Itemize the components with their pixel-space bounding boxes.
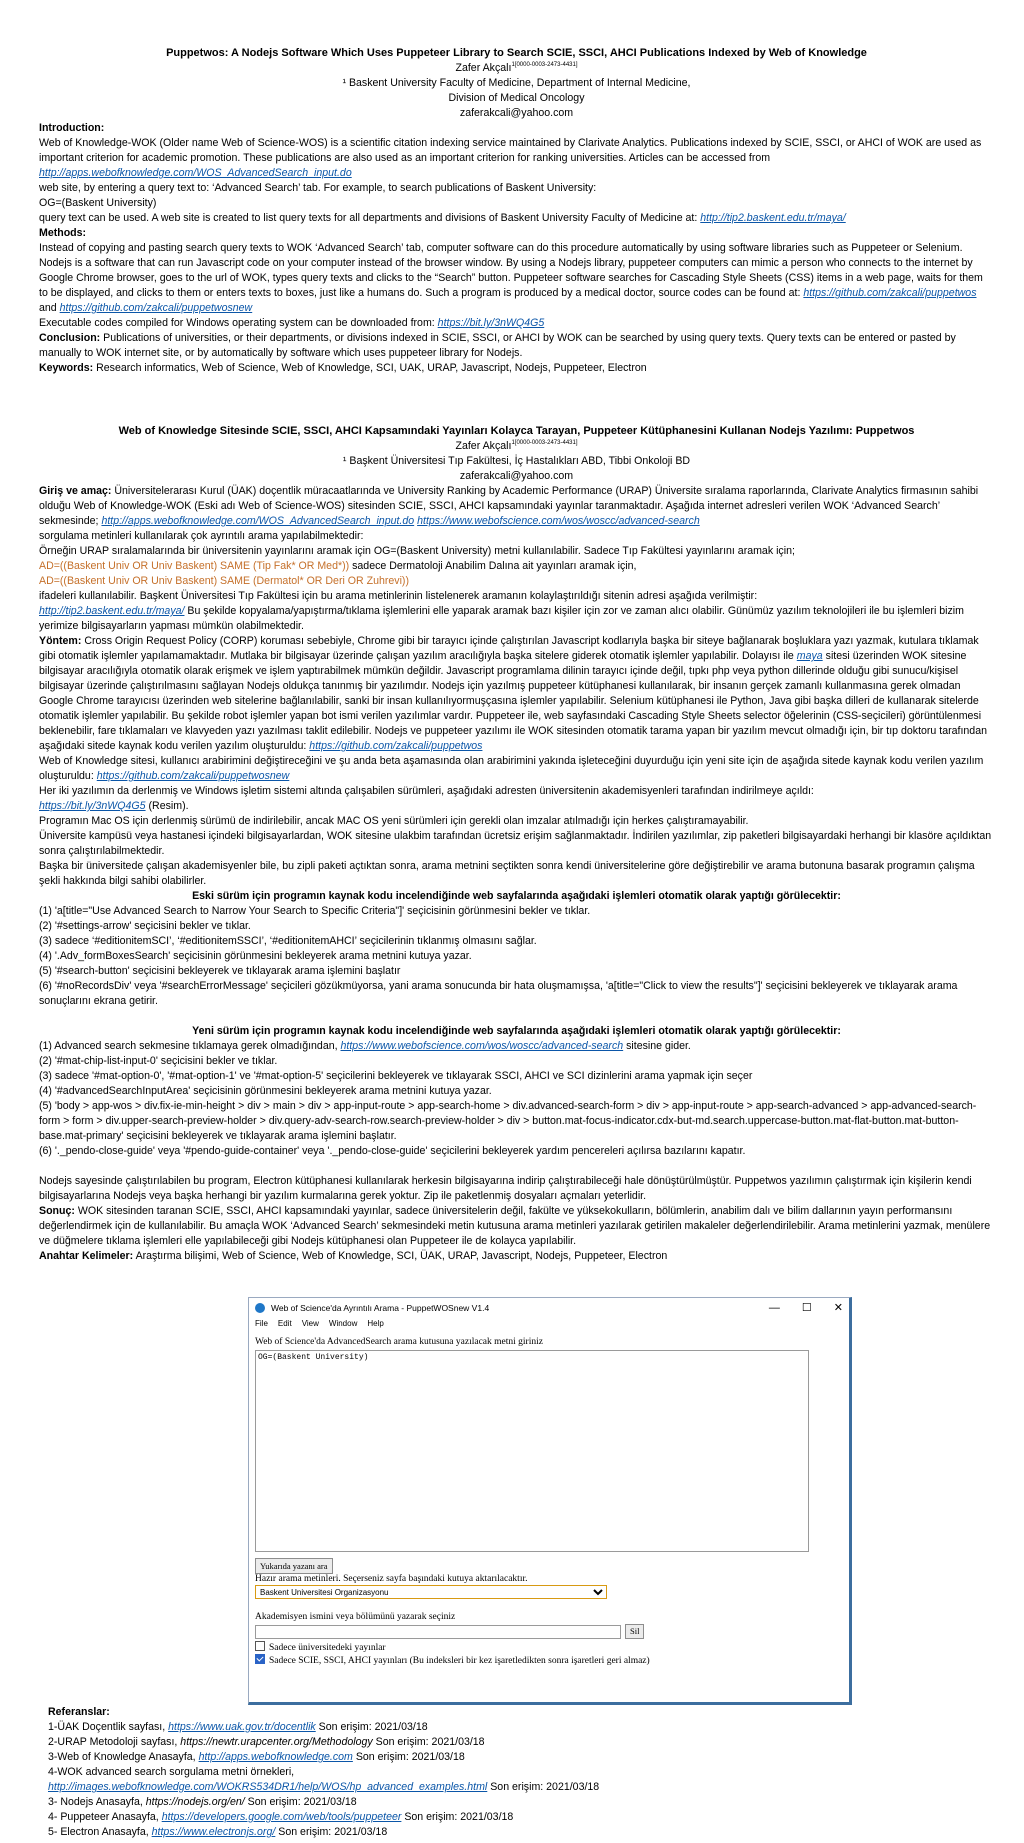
english-intro: Introduction: Web of Knowledge-WOK (Older name Web of Science-WOS) is a scientific citation indexing service maintained by Clarivate Analytics. Publications indexed by SCIE, SSCI, or AHCI of WOK are used as important criterion for academic promotion. These publications are also used as an important criterion for ranking universities. Articles can be accessed from http://apps.webofknowledge.com/WOS_AdvancedSearch_input.do web site, by entering a query text to: ‘Advanced Search’ tab. For example, to search publications of Baskent University: OG=(Baskent University) query text can be used. A web site is created to list query texts for all departments and divisions of Baskent University Faculty of Medicine at: http://tip2.baskent.edu.tr/maya/ [39,122,982,224]
english-email: zaferakcali@yahoo.com [459,107,574,119]
window-controls [769,1302,843,1314]
english-title: Puppetwos: A Nodejs Software Which Uses Puppeteer Library to Search SCIE, SSCI, AHCI Publications Indexed by Web of Knowledge [166,47,867,59]
query-label: Web of Science'da AdvancedSearch arama kutusuna yazılacak metni giriniz [255,1337,543,1347]
turkish-affiliation: ¹ Başkent Üniversitesi Tıp Fakültesi, İç Hastalıkları ABD, Tibbi Onkoloji BD [342,455,691,467]
ready-queries-label: Hazır arama metinleri. Seçerseniz sayfa başındaki kutuya aktarılacaktır. [255,1574,528,1584]
reference-item: 3-Web of Knowledge Anasayfa, http://apps.webofknowledge.com Son erişim: 2021/03/18 [48,1751,465,1763]
only-sci-checkbox[interactable]: Sadece SCIE, SSCI, AHCI yayınları (Bu indeksleri bir kez işaretledikten sonra işaretleri geri almaz) [255,1654,650,1667]
english-abstract [39,46,994,376]
reference-item: 5- Electron Anasayfa, https://www.electronjs.org/ Son erişim: 2021/03/18 [48,1826,388,1838]
list-item: (2) '#mat-chip-list-input-0' seçicisini bekler ve tıklar. [39,1055,278,1067]
english-methods: Methods: Instead of copying and pasting search query texts to WOK ‘Advanced Search’ tab, computer software can do this procedure automatically by using software libraries such as Puppeteer or Selenium. Nodejs is a software that can run Javascript code on your computer instead of the browser window. By using a Nodejs library, puppeteer computers can mimic a person who connects to the internet by Google Chrome browser, goes to the url of WOK, types query texts and clicks to the “Search” button. Puppeteer software searches for Cascading Style Sheets (CSS) items in a web page, waits for them to be displayed, and clicks to them or enters texts to boxes, just like a humans do. Such a program is produced by a medical doctor, source codes can be found at: https://github.com/zakcali/puppetwos and https://github.com/zakcali/puppetwosnew Executable codes compiled for Windows operating system can be downloaded from: https://bit.ly/3nWQ4G5 [39,227,983,329]
turkish-abstract [39,424,994,1264]
link-wos-advanced-tr[interactable]: http://apps.webofknowledge.com/WOS_AdvancedSearch_input.do [101,515,415,527]
reference-item: 4-WOK advanced search sorgulama metni örnekleri, http://images.webofknowledge.com/WOKRS534DR1/help/WOS/hp_advanced_examples.html Son erişim: 2021/03/18 [48,1766,600,1793]
checkbox-checked[interactable] [255,1654,265,1664]
list-item: (3) sadece ‘#editionitemSCI’, ‘#editionitemSSCI’, ‘#editionitemAHCI’ seçicilerinin tıklanmış olmasını sağlar. [39,935,537,947]
english-affiliation-1: ¹ Baskent University Faculty of Medicine, Department of Internal Medicine, [342,77,691,89]
link-electron[interactable]: https://www.electronjs.org/ [151,1826,276,1838]
close-icon[interactable]: ✕ [833,1302,843,1314]
query-dermatology: AD=((Baskent Univ OR Univ Baskent) SAME (Dermatol* OR Deri OR Zuhrevi)) [39,575,409,587]
turkish-author: Zafer Akçalı$^{1[0000-0003-2473-4431]}$ [455,440,578,452]
references [48,1705,988,1840]
list-item: (4) '.Adv_formBoxesSearch' seçicisinin görünmesini bekleyerek arama metnini kutuya yazar. [39,950,472,962]
app-icon [255,1303,265,1313]
turkish-conclusion: Sonuç: WOK sitesinden taranan SCIE, SSCI, AHCI kapsamındaki yayınlar, sadece üniversitelerin değil, fakülte ve yüksekokulların, bölümlerin, anabilim dalı ve bilim dallarının yayın performansını değerlendirmek için de kullanılabilir. Bu amaçla WOK ‘Advanced Search’ sekmesindeki metin kutusuna arama metinleri yazılarak getirilen makaleler değerlendirilebilir. Arama metinlerini yazmak, menülere ve düğmelere tıklama işlemleri elle yapılabileceği gibi Nodejs kütüphanesi olan Puppeteer ile de kolayca yapılabilir. [39,1205,991,1247]
link-bitly-tr[interactable]: https://bit.ly/3nWQ4G5 [39,800,146,812]
link-puppeteer[interactable]: https://developers.google.com/web/tools/puppeteer [161,1811,402,1823]
app-menubar [249,1318,849,1332]
minimize-icon[interactable]: — [768,1302,780,1314]
menu-window[interactable]: Window [328,1319,358,1328]
reference-item: 4- Puppeteer Anasayfa, https://developers.google.com/web/tools/puppeteer Son erişim: 2021/03/18 [48,1811,514,1823]
link-maya-short[interactable]: maya [796,650,823,662]
link-wok[interactable]: http://apps.webofknowledge.com [198,1751,353,1763]
list-item: (5) 'body > app-wos > div.fix-ie-min-height > div > main > div > app-input-route > app-search-home > div.advanced-search-form > div > app-input-route > app-search-advanced > app-advanced-search-form > form > div.upper-search-preview-holder > div.query-adv-search-row.search-preview-holder > div > button.mat-focus-indicator.cdx-but-md.search.uppercase-button.mat-flat-button.mat-button-base.mat-primary' seçicisini bekleyerek ve tıklayarak arama işlemini başlatır. [39,1100,977,1142]
new-version-list [39,1039,994,1159]
link-maya-tr[interactable]: http://tip2.baskent.edu.tr/maya/ [39,605,185,617]
turkish-method: Yöntem: Cross Origin Request Policy (CORP) koruması sebebiyle, Chrome gibi bir tarayıcı içinde çalıştırılan Javascript kodlarıyla başka bir siteye bağlanarak boşluklara yazı yazmak, kutulara tıklamak gibi otomatik işlemler yapılamamaktadır. Mutlaka bir bilgisayar üzerinde çalışan yazılım aracılığıyla başka sitelere giderek otomatik işlemler yapılabilir. Dolayısı ile maya sitesi üzerinden WOK sitesine bilgisayar aracılığıyla otomatik olarak erişmek ve işlem yaptırabilmek mümkün değildir. Javascript programlama dilinin tarayıcı içinde değil, tıpkı php veya python dillerinde olduğu gibi sunucu/kişisel bilgisayar üzerinde çalıştırılmasını sağlayan Nodejs oldukça tanınmış bir yazılımdır. Nodejs için yazılmış puppeteer kütüphanesi kullanılarak, bir insanın gerçek zamanlı kullanmasına gerek olmadan Google Chrome tarayıcısı üzerinden web sitelerine bağlanılabilir, sanki bir insan kullanılıyormuşçasına işlemler yapılabilir. Selenium kütüphanesi ile Python, Java gibi başka dilleri de kullanarak sitelerde otomatik işlemler yapılabilir. Bu şekilde robot işlemler yapan bot ismi verilen yazılımlar vardır. Puppeteer ile, web sayfasındaki Cascading Style Sheets selector öğelerinin (CSS-seçicileri) görüntülenmesi beklenebilir, fare tıklamaları ve klavyeden yazı yazılması taklit edilebilir. Nodejs ve puppeteer yazılımı ile WOK sitesinden otomatik tarama yapan bir yazılım mevcut olmadığı için, bir tıp doktoru tarafından aşağıdaki sitede kaynak kodu verilen yazılım oluşturuldu: https://github.com/zakcali/puppetwos Web of Knowledge sitesi, kullanıcı arabirimini değiştireceğini ve şu anda beta aşamasında olan arabirimini yakında işleteceğini duyurduğu için yeni site için de aşağıda sitede kaynak kodu verilen yazılım oluşturuldu: https://github.com/zakcali/puppetwosnew Her iki yazılımın da derlenmiş ve Windows işletim sistemi altında çalışabilen sürümleri, aşağıdaki adresten üniversitenin akademisyenleri tarafından indirilmeye açıldı: https://bit.ly/3nWQ4G5 (Resim). Programın Mac OS için derlenmiş sürümü de indirilebilir, ancak MAC OS yeni sürümleri için gerekli olan imzalar atılmadığı için herkes çalıştıramayabilir. Üniversite kampüsü veya hastanesi içindeki bilgisayarlardan, WOK sitesine ulakbim tarafından ücretsiz erişim sağlanmaktadır. İndirilen yazılımlar, zip paketleri bilgisayardaki herhangi bir klasöre açıldıktan sonra çalıştırılabilmektedir. Başka bir üniversitede çalışan akademisyenler bile, bu zipli paketi açtıktan sonra, arama metnini seçtikten sonra kendi üniversitelerine göre değiştirebilir ve arama butonuna basarak programın çalışma şekli hakkında bilgi sahibi olabilirler. [39,635,992,887]
old-version-heading: Eski sürüm için programın kaynak kodu incelendiğinde web sayfalarında aşağıdaki işlemleri otomatik olarak yaptığı görülecektir: [192,890,841,902]
english-keywords: Keywords: Research informatics, Web of Science, Web of Knowledge, SCI, UAK, URAP, Javascript, Nodejs, Puppeteer, Electron [39,362,647,374]
maximize-icon[interactable]: ☐ [801,1302,812,1314]
link-wos-new-site[interactable]: https://www.webofscience.com/wos/woscc/advanced-search [340,1040,624,1052]
turkish-title: Web of Knowledge Sitesinde SCIE, SSCI, AHCI Kapsamındaki Yayınları Kolayca Tarayan, Puppeteer Kütüphanesini Kullanan Nodejs Yazılımı: Puppetwos [118,425,915,437]
turkish-intro: Giriş ve amaç: Üniversitelerarası Kurul (ÜAK) doçentlik müracaatlarında ve University Ranking by Academic Performance (URAP) Üniversite sıralama raporlarında, Clarivate Analytics firmasının sahibi olduğu Web of Knowledge-WOK (Eski adı Web of Science-WOS) sitesinden SCIE, SSCI, AHCI kapsamındaki yayınlar taranmaktadır. Aşağıda internet adresleri verilen WOK ‘Advanced Search’ sekmesinde; http://apps.webofknowledge.com/WOS_AdvancedSearch_input.do https://www.webofscience.com/wos/woscc/advanced-search sorgulama metinleri kullanılarak çok ayrıntılı arama yapılabilmektedir: Örneğin URAP sıralamalarında bir üniversitenin yayınlarını aramak için OG=(Baskent University) metni kullanılabilir. Sadece Tıp Fakültesi yayınlarını aramak için; AD=((Baskent Univ OR Univ Baskent) SAME (Tip Fak* OR Med*)) sadece Dermatoloji Anabilim Dalına ait yayınları aramak için, AD=((Baskent Univ OR Univ Baskent) SAME (Dermatol* OR Deri OR Zuhrevi)) ifadeleri kullanılabilir. Başkent Üniversitesi Tıp Fakültesi için bu arama metinlerinin listelenerek aramanın kolaylaştırıldığı sitenin adresi aşağıda verilmiştir: http://tip2.baskent.edu.tr/maya/ Bu şekilde kopyalama/yapıştırma/tıklama işlemlerini elle yaparak aramak bazı kişiler için zor ve zaman alıcı olabilir. Günümüz yazılım teknolojileri ile bu işlemleri bizim yerimize bilgisayarların yapması mümkün olabilmektedir. [39,485,979,632]
list-item: (6) '._pendo-close-guide' veya '#pendo-guide-container' veya '._pendo-close-guide' seçicilerini bekleyerek yardım pencereleri açılırsa bazılarını kapatır. [39,1145,746,1157]
list-item: (1) 'a[title="Use Advanced Search to Narrow Your Search to Specific Criteria"]' seçicisinin görünmesini bekler ve tıklar. [39,905,591,917]
link-wos-advanced[interactable]: http://apps.webofknowledge.com/WOS_AdvancedSearch_input.do [39,167,352,179]
list-item: (6) '#noRecordsDiv' veya '#searchErrorMessage' seçicileri gözükmüyorsa, yani arama sonucunda bir hata oluşmamışsa, 'a[title="Click to view the results"]' seçicisini bekleyerek ve tıklayarak arama sonuçlarını ekrana getirir. [39,980,958,1007]
list-item: (5) '#search-button' seçicisini bekleyerek ve tıklayarak arama işlemini başlatır [39,965,401,977]
ready-queries-select[interactable] [255,1585,607,1599]
list-item: (4) '#advancedSearchInputArea' seçicisinin görünmesini bekleyerek arama metnini kutuya yazar. [39,1085,492,1097]
app-titlebar [249,1298,849,1318]
reference-item: 3- Nodejs Anasayfa, https://nodejs.org/en/ Son erişim: 2021/03/18 [48,1796,357,1808]
link-bitly[interactable]: https://bit.ly/3nWQ4G5 [437,317,545,329]
link-github-puppetwosnew[interactable]: https://github.com/zakcali/puppetwosnew [59,302,253,314]
english-affiliation-2: Division of Medical Oncology [448,92,585,104]
query-textarea[interactable] [255,1350,809,1552]
reference-item: 1-ÜAK Doçentlik sayfası, https://www.uak.gov.tr/docentlik Son erişim: 2021/03/18 [48,1721,428,1733]
academic-label: Akademisyen ismini veya bölümünü yazarak seçiniz [255,1612,456,1622]
nodejs-url: https://nodejs.org/en/ [145,1796,245,1808]
list-item: (3) sadece '#mat-option-0', '#mat-option-1' ve '#mat-option-5' seçicilerini bekleyerek ve tıklayarak SSCI, AHCI ve SCI dizinlerini arama yapmak için seçer [39,1070,753,1082]
old-version-list [39,904,994,1009]
menu-file[interactable]: File [255,1319,268,1328]
reference-item: 2-URAP Metodoloji sayfası, https://newtr.urapcenter.org/Methodology Son erişim: 2021/03/18 [48,1736,485,1748]
turkish-email: zaferakcali@yahoo.com [459,470,574,482]
link-github-puppetwos[interactable]: https://github.com/zakcali/puppetwos [803,287,977,299]
menu-view[interactable]: View [301,1319,319,1328]
menu-edit[interactable]: Edit [277,1319,292,1328]
delete-button[interactable]: Sil [625,1624,644,1639]
link-uak[interactable]: https://www.uak.gov.tr/docentlik [168,1721,316,1733]
urap-url: https://newtr.urapcenter.org/Methodology [180,1736,373,1748]
app-window-screenshot [248,1297,852,1705]
app-title: Web of Science'da Ayrıntılı Arama - PuppetWOSnew V1.4 [271,1303,490,1313]
list-item: (2) '#settings-arrow' seçicisini bekler ve tıklar. [39,920,251,932]
references-heading: Referanslar: [48,1706,110,1718]
query-medicine: AD=((Baskent Univ OR Univ Baskent) SAME (Tip Fak* OR Med*)) [39,560,350,572]
turkish-electron: Nodejs sayesinde çalıştırılabilen bu program, Electron kütüphanesi kullanılarak herkesin bilgisayarına indirip çalıştırabileceği hale dönüştürülmüştür. Puppetwos yazılımın çalıştırmak için kişilerin kendi bilgisayarlarına Nodejs veya başka herhangi bir yazılım kurmalarına gerek yoktur. Zip ile paketlenmiş dosyaları açmaları yeterlidir. [39,1175,972,1202]
link-github-puppetwos-tr[interactable]: https://github.com/zakcali/puppetwos [309,740,483,752]
link-github-puppetwosnew-tr[interactable]: https://github.com/zakcali/puppetwosnew [96,770,290,782]
turkish-keywords: Anahtar Kelimeler: Araştırma bilişimi, Web of Science, Web of Knowledge, SCI, ÜAK, URAP, Javascript, Nodejs, Puppeteer, Electron [39,1250,668,1262]
search-above-button[interactable]: Yukarıda yazanı ara [255,1558,333,1574]
new-version-heading: Yeni sürüm için programın kaynak kodu incelendiğinde web sayfalarında aşağıdaki işlemleri otomatik olarak yaptığı görülecektir: [192,1025,841,1037]
english-author: Zafer Akçalı$^{1[0000-0003-2473-4431]}$ [455,62,578,74]
only-university-checkbox[interactable]: Sadece üniversitedeki yayınlar [255,1641,386,1654]
link-wok-examples[interactable]: http://images.webofknowledge.com/WOKRS534DR1/help/WOS/hp_advanced_examples.html [48,1781,488,1793]
menu-help[interactable]: Help [367,1319,384,1328]
list-item: (1) Advanced search sekmesine tıklamaya gerek olmadığından, https://www.webofscience.com/wos/woscc/advanced-search sitesine gider. [39,1040,691,1052]
link-maya[interactable]: http://tip2.baskent.edu.tr/maya/ [700,212,846,224]
checkbox-unchecked[interactable] [255,1641,265,1651]
link-wos-new-advanced[interactable]: https://www.webofscience.com/wos/woscc/advanced-search [417,515,700,527]
academic-input[interactable] [255,1625,621,1639]
english-conclusion: Conclusion: Publications of universities, or their departments, or divisions indexed in SCIE, SSCI, or AHCI by WOK can be searched by using query texts. Query texts can be entered or pasted by manually to WOK internet site, or by automatically by software which uses puppeteer library for Nodejs. [39,332,956,359]
